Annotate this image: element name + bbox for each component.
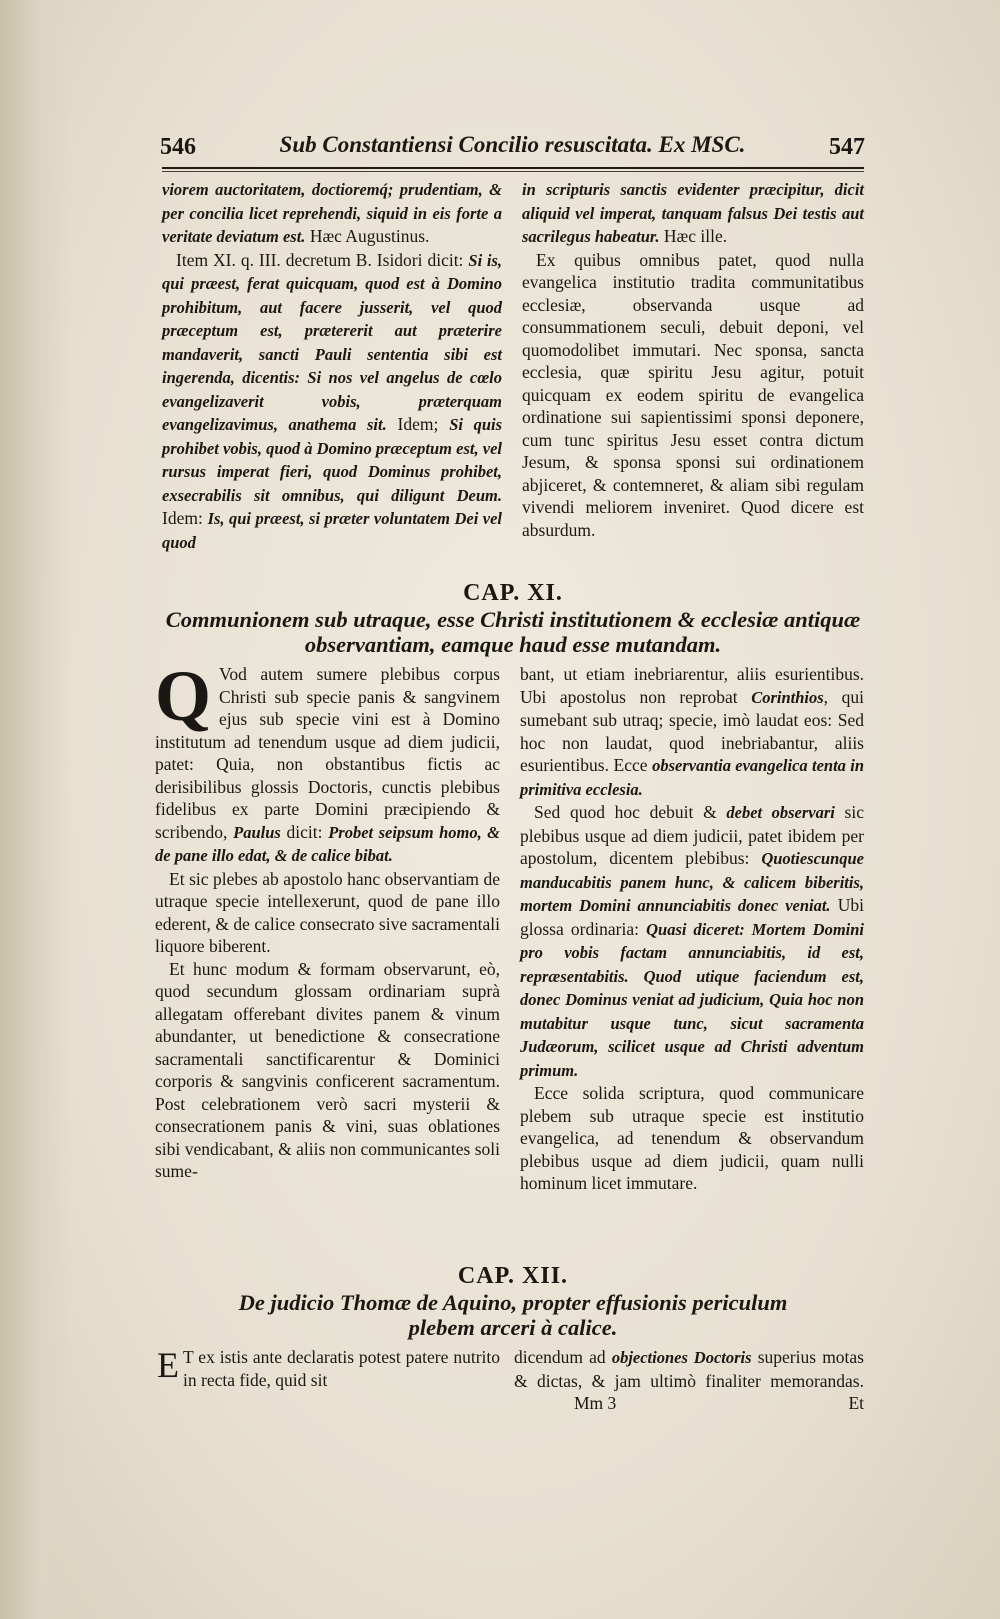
- paragraph: Et hunc modum & formam observarunt, eò, quod secundum glossam ordinariam suprà allegatam offerebant divites panem & vinum abundanter, ut benedictione & consecratione sacramentali sanctificarentur & Dominici corporis & sangvinis conficerent sacramentum. Post celebrationem verò sacri mysterii & consecrationem panis & vini, suas oblationes sibi vendicabant, & aliis non communicantes soli sume-: [155, 958, 500, 1181]
- chapter-title-line1: De judicio Thomæ de Aquino, propter effusionis periculum: [238, 1290, 788, 1315]
- italic-quote: Quasi diceret: Mortem Domini pro vobis factam annunciabitis, id est, repræsentabitis. Quod utique faciendum est, donec Dominus veniat ad judicium, Quia hoc non mutabitur usque tunc, sicut sacramenta Judæorum, scilicet usque ad Christi adventum primum.: [520, 919, 864, 1080]
- italic-quote: Si is, qui præest, ferat quicquam, quod est à Domino prohibitum, aut facere jusserit, vel quod præceptum est, prætererit aut præterire mandaverit, sancti Pauli sententia sibi est ingerenda, dicentis: Si nos vel angelus de cœlo evangelizaverit vobis, præterquam evangelizavimus, anathema sit.: [162, 250, 502, 434]
- running-title: Sub Constantiensi Concilio resuscitata. Ex MSC.: [279, 132, 746, 157]
- chapter-title-line2: observantiam, eamque haud esse mutandam.: [304, 632, 722, 657]
- italic-quote: Si quis prohibet vobis, quod à Domino præceptum est, vel rursus imperat fieri, quod Dominus prohibet, exsecrabilis sit omnibus, qui diligunt Deum.: [162, 415, 503, 505]
- text: Sed quod hoc debuit &: [534, 802, 727, 822]
- paragraph: [162, 178, 502, 249]
- text: Vod autem sumere plebibus corpus Christi sub specie panis & sangvinem ejus sub specie vini est à Domino institutum ad tenendum usque ad diem judicii, patet: Quia, non obstantibus fictis ac derisibilibus glossis Doctoris, cunctis plebibus fidelibus ex parte Domini præcipiendo & scribendo,: [155, 664, 500, 842]
- italic-quote: Is, qui præest, si præter voluntatem Dei vel quod: [162, 509, 502, 552]
- text: Hæc Augustinus.: [305, 226, 430, 246]
- text: dicit:: [280, 821, 329, 842]
- header-rule: [162, 167, 864, 169]
- chapter-12-heading: [162, 1263, 864, 1340]
- text: sic plebibus usque ad diem judicii, patet ibidem per apostolum, dicentem plebibus:: [520, 802, 864, 868]
- section3-left-column: [157, 1346, 500, 1391]
- text: , qui sumebant sub utraq; specie, imò laudat eos: Sed hoc non laudat, quod inebriabantur, aliis esurientibus. Ecce: [520, 686, 864, 775]
- right-page-number: 547: [829, 134, 865, 160]
- text: T ex istis ante declaratis potest patere nutrito in recta fide, quid sit: [183, 1347, 500, 1390]
- chapter-title-line1: Communionem sub utraque, esse Christi institutionem & ecclesiæ antiquæ: [165, 607, 861, 632]
- italic-quote: Probet seipsum homo, & de pane illo edat, & de calice bibat.: [155, 822, 500, 865]
- italic-quote: observantia evangelica tenta in primitiva ecclesia.: [520, 756, 865, 799]
- text: Item XI. q. III. decretum B. Isidori dicit:: [176, 249, 469, 270]
- italic-quote: Quotiescunque manducabitis panem hunc, & calicem biberitis, mortem Domini annunciabitis donec veniat.: [520, 849, 864, 915]
- paragraph: [520, 801, 864, 1082]
- text: Ubi glossa ordinaria:: [520, 895, 864, 939]
- paragraph: Ecce solida scriptura, quod communicare plebem sub utraque specie est institutio evangelica, ad tenendum & observandum plebibus usque ad diem judicii, quam nulli hominum licet immutare.: [520, 1083, 864, 1193]
- italic-name: Corinthios: [751, 687, 824, 707]
- signature-mark: Mm 3: [574, 1393, 617, 1413]
- text: Hæc ille.: [659, 226, 728, 246]
- paragraph: [514, 1346, 864, 1415]
- chapter-title-line2: plebem arceri à calice.: [408, 1315, 618, 1340]
- chapter-11-heading: [162, 580, 864, 657]
- left-page-number: 546: [160, 134, 196, 160]
- section2-left-column: [155, 656, 500, 1183]
- paragraph: [155, 656, 500, 868]
- text: bant, ut etiam inebriarentur, aliis esurientibus. Ubi apostolus non reprobat: [520, 664, 864, 707]
- section2-right-column: [520, 663, 864, 1195]
- italic-quote: viorem auctoritatem, doctioremq́; prudentiam, & per concilia licet reprehendi, siquid in eis forte a veritate deviatum est.: [162, 180, 502, 246]
- italic-quote: in scripturis sanctis evidenter præcipitur, dicit aliquid vel imperat, tanquam falsus Dei testis aut sacrilegus habeatur.: [522, 180, 864, 246]
- paragraph: [162, 249, 502, 555]
- paragraph: [522, 178, 864, 249]
- paragraph: [157, 1346, 500, 1391]
- section3-right-column: [514, 1346, 864, 1415]
- text: Idem;: [386, 414, 450, 434]
- italic-phrase: objectiones Doctoris: [611, 1348, 752, 1367]
- page-header: [160, 134, 865, 164]
- text: Idem:: [162, 508, 208, 528]
- section1-left-column: [162, 178, 502, 554]
- paragraph: Et sic plebes ab apostolo hanc observantiam de utraque specie intellexerunt, quod de pane illo ederent, & de calice consecrato sive sacramentali liquore biberent.: [155, 868, 500, 956]
- italic-name: Paulus: [233, 822, 281, 842]
- page-gutter-shadow: [0, 0, 72, 1619]
- section1-right-column: [522, 178, 864, 541]
- drop-cap: Q: [155, 656, 212, 736]
- drop-cap: E: [157, 1345, 179, 1385]
- text: superius motas & dictas, & jam ultimò finaliter memorandas.: [514, 1347, 864, 1391]
- paragraph: [520, 663, 864, 801]
- text: dicendum ad: [514, 1347, 612, 1367]
- chapter-number: CAP. XII.: [457, 1263, 569, 1289]
- catchword: Et: [848, 1393, 864, 1413]
- chapter-number: CAP. XI.: [463, 580, 563, 606]
- italic-phrase: debet observari: [726, 803, 835, 822]
- header-rule-thin: [162, 171, 864, 172]
- paragraph: Ex quibus omnibus patet, quod nulla evangelica institutio tradita communitatibus ecclesiæ, observanda usque ad consummationem seculi, debuit deponi, vel quomodolibet immutari. Nec sponsa, sancta ecclesia, quæ spiritu Jesu agitur, potuit quicquam ex eodem spiritu de evangelica ordinatione sui sapientissimi sponsi deponere, cum tunc spiritus Jesu esset contra dictum Jesum, & sponsa sponsi sui ordinationem abjiceret, & contemneret, & aliam sibi regulam vivendi meliorem inveniret. Quod dicere est absurdum.: [522, 249, 864, 540]
